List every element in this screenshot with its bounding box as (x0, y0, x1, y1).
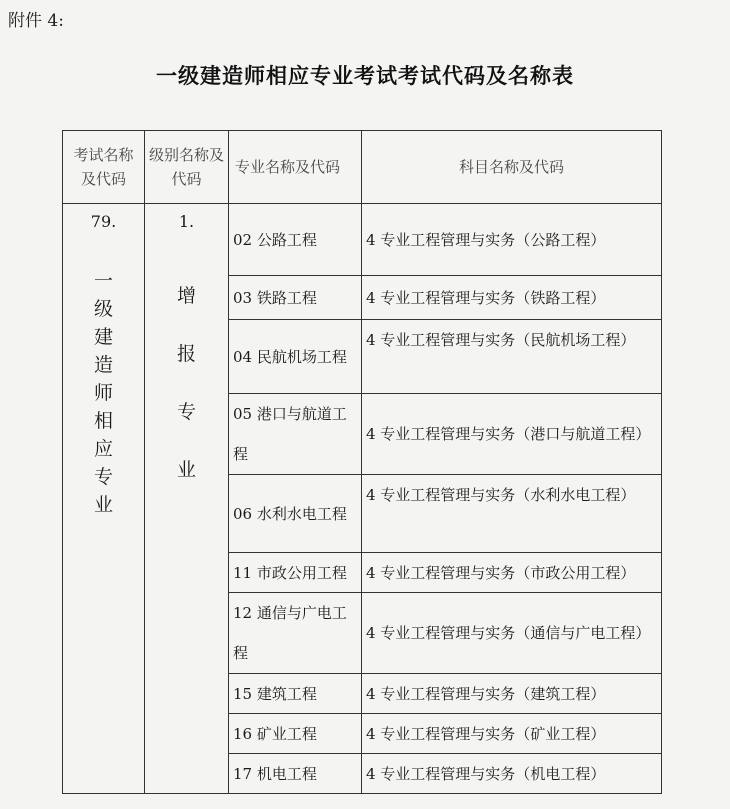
specialty-cell: 15 建筑工程 (229, 674, 362, 714)
subject-cell: 4 专业工程管理与实务（铁路工程） (362, 276, 662, 320)
attachment-label: 附件 4: (8, 11, 64, 31)
level-char: 业 (176, 459, 196, 481)
level-name (149, 267, 224, 499)
level-cell (145, 204, 229, 794)
subject-cell: 4 专业工程管理与实务（通信与广电工程） (362, 593, 662, 674)
specialty-cell: 17 机电工程 (229, 754, 362, 794)
specialty-cell: 02 公路工程 (229, 204, 362, 276)
specialty-cell: 16 矿业工程 (229, 714, 362, 754)
level-code: 1. (178, 212, 195, 231)
specialty-cell: 03 铁路工程 (229, 276, 362, 320)
level-char: 增 (176, 285, 196, 307)
exam-char: 业 (93, 494, 113, 516)
subject-cell: 4 专业工程管理与实务（民航机场工程） (362, 320, 662, 394)
specialty-cell: 06 水利水电工程 (229, 475, 362, 553)
header-row (63, 131, 662, 204)
header-specialty: 专业名称及代码 (229, 131, 362, 204)
header-level: 级别名称及代码 (145, 131, 229, 204)
subject-cell: 4 专业工程管理与实务（港口与航道工程） (362, 394, 662, 475)
subject-cell: 4 专业工程管理与实务（市政公用工程） (362, 553, 662, 593)
subject-cell: 4 专业工程管理与实务（公路工程） (362, 204, 662, 276)
exam-cell (63, 204, 145, 794)
exam-char: 相 (93, 410, 113, 432)
table-row (63, 204, 662, 276)
specialty-cell: 12 通信与广电工程 (229, 593, 362, 674)
specialty-cell: 11 市政公用工程 (229, 553, 362, 593)
exam-code-table (62, 130, 662, 794)
level-char: 专 (176, 401, 196, 423)
exam-code: 79. (90, 212, 117, 231)
subject-cell: 4 专业工程管理与实务（水利水电工程） (362, 475, 662, 553)
subject-cell: 4 专业工程管理与实务（建筑工程） (362, 674, 662, 714)
exam-char: 师 (93, 382, 113, 404)
document-title: 一级建造师相应专业考试考试代码及名称表 (156, 63, 574, 88)
exam-char: 造 (93, 354, 113, 376)
level-char: 报 (176, 343, 196, 365)
exam-char: 应 (93, 438, 113, 460)
exam-name (67, 267, 140, 519)
subject-cell: 4 专业工程管理与实务（矿业工程） (362, 714, 662, 754)
specialty-cell: 05 港口与航道工程 (229, 394, 362, 475)
subject-cell: 4 专业工程管理与实务（机电工程） (362, 754, 662, 794)
header-exam: 考试名称及代码 (63, 131, 145, 204)
exam-char: 一 (93, 270, 113, 292)
exam-char: 级 (93, 298, 113, 320)
header-subject: 科目名称及代码 (362, 131, 662, 204)
specialty-cell: 04 民航机场工程 (229, 320, 362, 394)
exam-char: 专 (93, 466, 113, 488)
exam-char: 建 (93, 326, 113, 348)
